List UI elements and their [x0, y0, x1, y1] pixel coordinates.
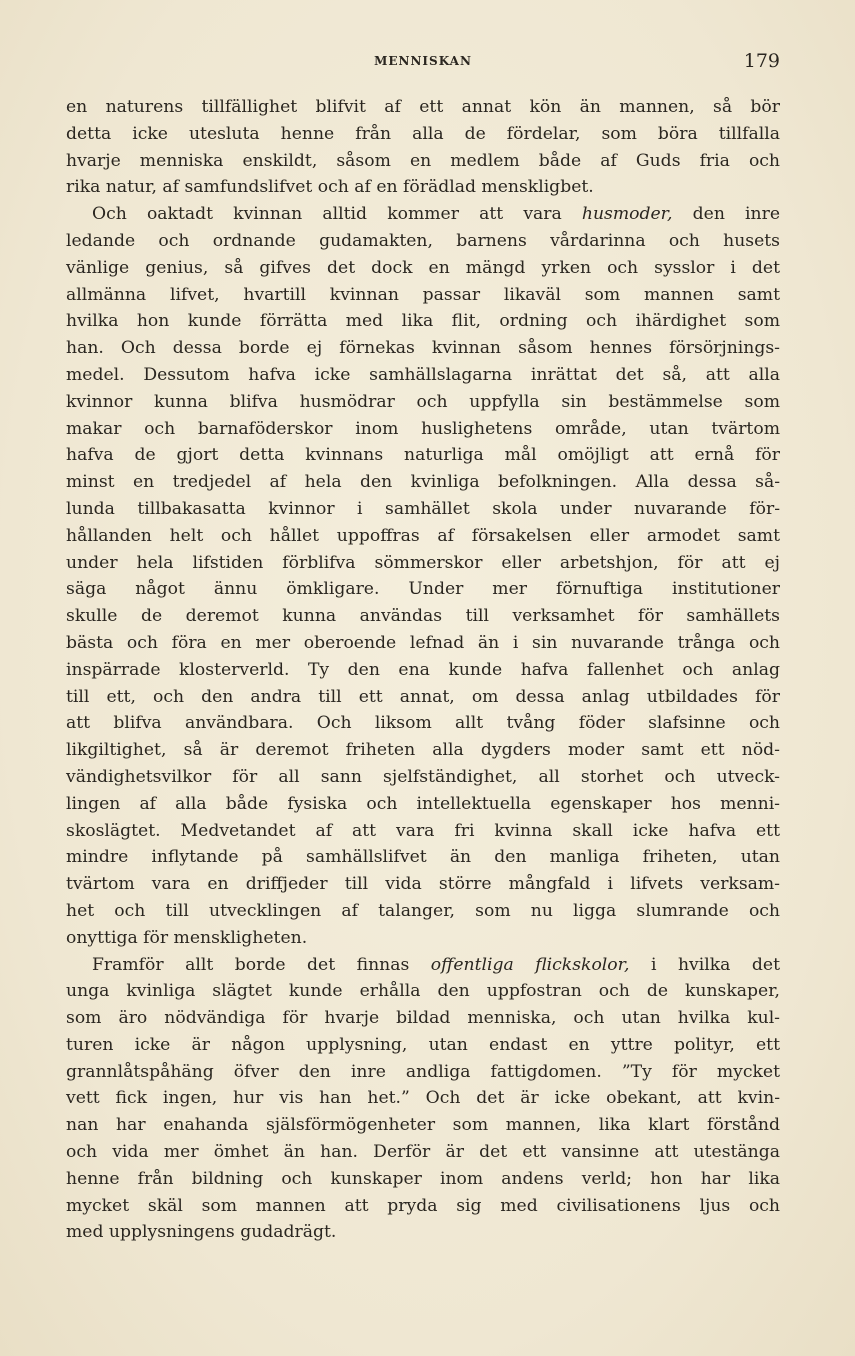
text-line: skulle de deremot kunna användas till verksamhet för samhällets	[66, 606, 780, 627]
text-line: vett fick ingen, hur vis han het.” Och det är icke obekant, att kvin-	[66, 1088, 780, 1109]
text-line	[66, 952, 780, 979]
text-line: likgiltighet, så är deremot friheten alla dygders moder samt ett nöd-	[66, 740, 780, 761]
body-text	[66, 94, 780, 1246]
text-line: het och till utvecklingen af talanger, som nu ligga slumrande och	[66, 900, 780, 921]
text-line: unga kvinliga slägtet kunde erhålla den uppfostran och de kunskaper,	[66, 981, 780, 1002]
text-line: hvarje menniska enskildt, såsom en medlem både af Guds fria och	[66, 150, 780, 171]
text-line: lingen af alla både fysiska och intellektuella egenskaper hos menni-	[66, 793, 780, 814]
text-line: inspärrade klosterverld. Ty den ena kunde hafva fallenhet och anlag	[66, 659, 780, 680]
text-line: tvärtom vara en driffjeder till vida större mångfald i lifvets verksam-	[66, 874, 780, 895]
text-line	[66, 201, 780, 228]
text-line: mycket skäl som mannen att pryda sig med civilisationens ljus och	[66, 1195, 780, 1216]
text-line: säga något ännu ömkligare. Under mer förnuftiga institutioner	[66, 579, 780, 600]
text-line: grannlåtspåhäng öfver den inre andliga fattigdomen. ”Ty för mycket	[66, 1061, 780, 1082]
text-segment: Framför allt borde det finnas	[92, 954, 410, 975]
running-head: MENNISKAN	[374, 54, 472, 68]
text-segment: i hvilka det	[650, 954, 780, 975]
text-line: hafva de gjort detta kvinnans naturliga mål omöjligt att ernå för	[66, 445, 780, 466]
text-line: bästa och föra en mer oberoende lefnad än i sin nuvarande trånga och	[66, 632, 780, 653]
text-line: mindre inflytande på samhällslifvet än den manliga friheten, utan	[66, 847, 780, 868]
text-line: detta icke utesluta henne från alla de fördelar, som böra tillfalla	[66, 123, 780, 144]
text-line: en naturens tillfällighet blifvit af ett annat kön än mannen, så bör	[66, 97, 780, 117]
page-number: 179	[743, 50, 780, 72]
emphasis-offentliga-flickskolor: offentliga flickskolor,	[430, 954, 630, 975]
text-line: och vida mer ömhet än han. Derför är det ett vansinne att utestänga	[66, 1142, 780, 1163]
text-line: han. Och dessa borde ej förnekas kvinnan såsom hennes försörjnings-	[66, 338, 780, 359]
text-line: till ett, och den andra till ett annat, om dessa anlag utbildades för	[66, 686, 780, 707]
text-line: med upplysningens gudadrägt.	[66, 1222, 337, 1243]
text-line: som äro nödvändiga för hvarje bildad menniska, och utan hvilka kul-	[66, 1008, 780, 1029]
text-line: hvilka hon kunde förrätta med lika flit, ordning och ihärdighet som	[66, 311, 780, 332]
text-line: henne från bildning och kunskaper inom andens verld; hon har lika	[66, 1168, 780, 1189]
text-line: medel. Dessutom hafva icke samhällslagarna inrättat det så, att alla	[66, 364, 780, 385]
text-line: makar och barnaföderskor inom huslighetens område, utan tvärtom	[66, 418, 780, 439]
text-line: minst en tredjedel af hela den kvinliga befolkningen. Alla dessa så-	[66, 472, 780, 493]
text-line: ledande och ordnande gudamakten, barnens vårdarinna och husets	[66, 230, 780, 251]
page-header	[66, 50, 780, 80]
emphasis-husmoder: husmoder,	[581, 204, 673, 225]
text-line: allmänna lifvet, hvartill kvinnan passar likaväl som mannen samt	[66, 284, 780, 305]
text-line: under hela lifstiden förblifva sömmerskor eller arbetshjon, för att ej	[66, 552, 780, 573]
text-line: turen icke är någon upplysning, utan endast en yttre polityr, ett	[66, 1034, 780, 1055]
text-line: att blifva användbara. Och liksom allt tvång föder slafsinne och	[66, 713, 780, 734]
text-line: onyttiga för menskligheten.	[66, 927, 308, 948]
text-line: hållanden helt och hållet uppoffras af försakelsen eller armodet samt	[66, 525, 780, 546]
text-line: skoslägtet. Medvetandet af att vara fri kvinna skall icke hafva ett	[66, 820, 780, 841]
text-line: lunda tillbakasatta kvinnor i samhället skola under nuvarande för-	[66, 498, 780, 519]
text-segment: den inre	[692, 204, 780, 225]
text-line: nan har enahanda själsförmögenheter som mannen, lika klart förstånd	[66, 1115, 780, 1136]
text-line: vänlige genius, så gifves det dock en mängd yrken och sysslor i det	[66, 257, 780, 278]
text-segment: Och oaktadt kvinnan alltid kommer att vara	[92, 204, 562, 225]
text-line: vändighetsvilkor för all sann sjelfständighet, all storhet och utveck-	[66, 766, 780, 787]
text-line: rika natur, af samfundslifvet och af en förädlad menskligbet.	[66, 177, 594, 198]
text-line: kvinnor kunna blifva husmödrar och uppfylla sin bestämmelse som	[66, 391, 780, 412]
